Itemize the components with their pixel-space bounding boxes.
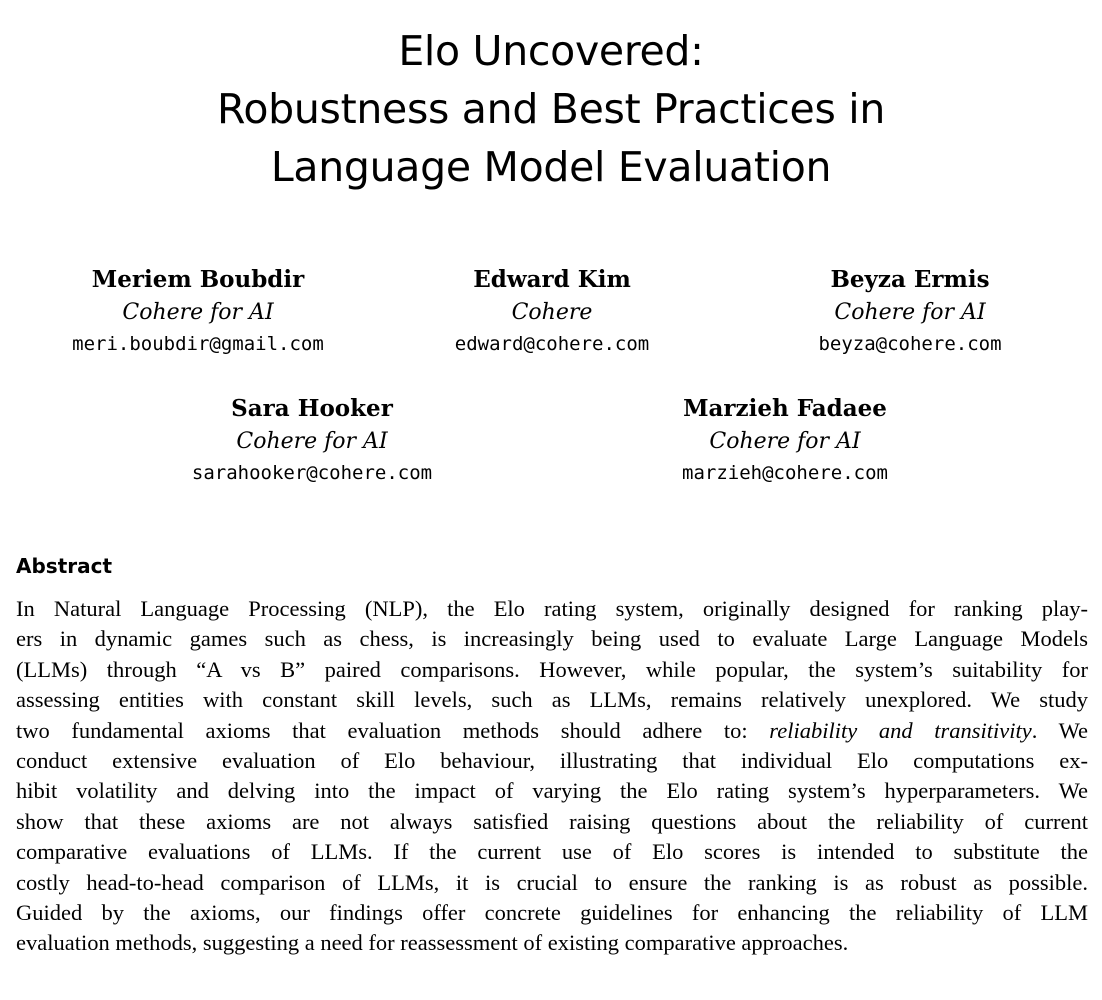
abstract-line: costly head-to-head comparison of LLMs, it is crucial to ensure the ranking is as robust as possible. xyxy=(16,869,1088,895)
abstract-line-part: . We xyxy=(1031,717,1088,743)
author-block-ermis xyxy=(770,263,1050,360)
abstract-heading: Abstract xyxy=(16,554,113,578)
author-block-kim xyxy=(402,263,702,360)
abstract-body xyxy=(16,594,1088,959)
author-name: Sara Hooker xyxy=(231,395,393,422)
author-name: Meriem Boubdir xyxy=(91,266,305,293)
author-name: Marzieh Fadaee xyxy=(683,395,887,422)
paper-title xyxy=(0,22,1102,196)
abstract-line: In Natural Language Processing (NLP), the Elo rating system, originally designed for ranking play- xyxy=(16,596,1088,621)
author-affiliation: Cohere for AI xyxy=(236,429,388,454)
abstract-line: evaluation methods, suggesting a need for reassessment of existing comparative approaches. xyxy=(16,930,849,956)
abstract-line: assessing entities with constant skill levels, such as LLMs, remains relatively unexplored. We study xyxy=(16,687,1088,713)
author-email: beyza@cohere.com xyxy=(818,333,1002,355)
author-email: marzieh@cohere.com xyxy=(682,462,888,484)
author-affiliation: Cohere xyxy=(511,300,593,325)
author-email: sarahooker@cohere.com xyxy=(191,462,433,484)
author-block-boubdir xyxy=(16,263,380,360)
abstract-line-axioms xyxy=(16,716,1088,746)
author-block-hooker xyxy=(152,392,472,489)
author-affiliation: Cohere for AI xyxy=(122,300,274,325)
author-block-fadaee xyxy=(630,392,940,489)
abstract-line: ers in dynamic games such as chess, is increasingly being used to evaluate Large Language Models xyxy=(16,626,1088,652)
abstract-line-part: two fundamental axioms that evaluation methods should adhere to: xyxy=(16,717,770,743)
title-line-1: Elo Uncovered: xyxy=(398,27,704,75)
title-line-3: Language Model Evaluation xyxy=(270,143,832,191)
abstract-line: hibit volatility and delving into the impact of varying the Elo rating system’s hyperparameters. We xyxy=(16,778,1088,804)
author-name: Edward Kim xyxy=(473,266,631,293)
author-name: Beyza Ermis xyxy=(830,266,990,293)
abstract-line: show that these axioms are not always satisfied raising questions about the reliability of current xyxy=(16,808,1088,834)
author-email: meri.boubdir@gmail.com xyxy=(72,333,324,355)
author-email: edward@cohere.com xyxy=(454,333,650,355)
abstract-line: Guided by the axioms, our findings offer concrete guidelines for enhancing the reliability of LLM xyxy=(16,900,1088,926)
author-affiliation: Cohere for AI xyxy=(834,300,986,325)
axioms-emphasis: reliability and transitivity xyxy=(769,717,1032,743)
author-affiliation: Cohere for AI xyxy=(709,429,861,454)
abstract-line: (LLMs) through “A vs B” paired comparisons. However, while popular, the system’s suitability for xyxy=(16,656,1088,682)
title-line-2: Robustness and Best Practices in xyxy=(216,85,886,133)
abstract-line: conduct extensive evaluation of Elo behaviour, illustrating that individual Elo computations ex- xyxy=(16,748,1088,774)
abstract-line: comparative evaluations of LLMs. If the current use of Elo scores is intended to substitute the xyxy=(16,839,1088,865)
